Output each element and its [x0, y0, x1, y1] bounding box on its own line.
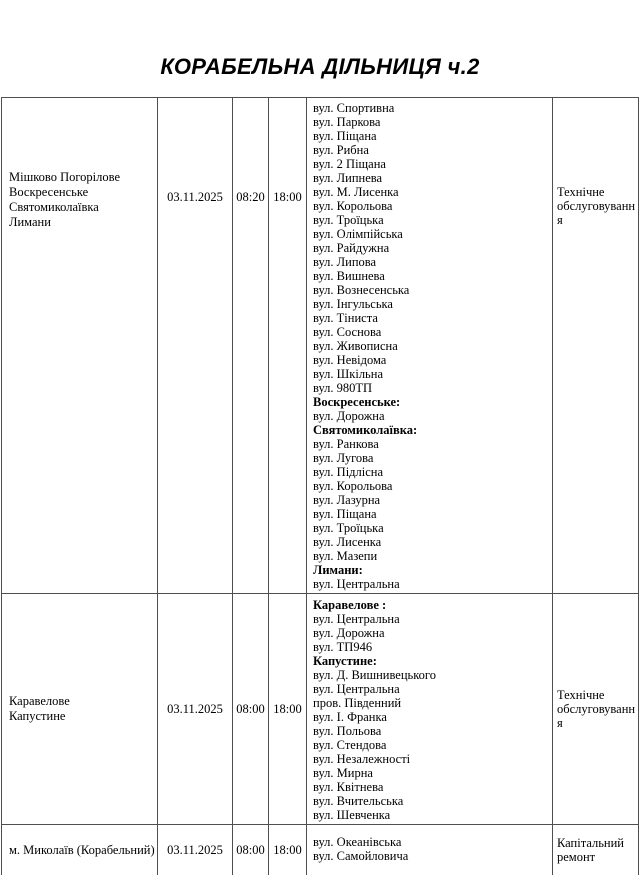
settlement-group-label: Воскресенське: [313, 395, 401, 409]
start-time-cell: 08:00 [233, 825, 269, 875]
street-item: вул. Центральна [313, 612, 400, 626]
street-item: вул. Соснова [313, 325, 382, 339]
settlement-group-label: Каравелове : [313, 598, 387, 612]
street-item: вул. Квітнева [313, 780, 384, 794]
date-cell: 03.11.2025 [158, 594, 233, 825]
street-item: вул. Невідома [313, 353, 387, 367]
street-item: вул. Рибна [313, 143, 369, 157]
streets-cell [307, 594, 553, 825]
street-item: вул. Паркова [313, 115, 381, 129]
street-item: вул. Мирна [313, 766, 373, 780]
work-type-cell: Технічне обслуговування [553, 594, 639, 825]
street-item: вул. Корольова [313, 479, 393, 493]
end-time-cell: 18:00 [269, 98, 307, 594]
table-row [2, 825, 639, 875]
end-time-cell: 18:00 [269, 825, 307, 875]
street-item: вул. Троїцька [313, 213, 384, 227]
location-cell [2, 98, 158, 594]
start-time-cell: 08:00 [233, 594, 269, 825]
street-item: вул. Ранкова [313, 437, 379, 451]
location-cell [2, 594, 158, 825]
settlement-group-label: Лимани: [313, 563, 363, 577]
street-item: вул. Дорожна [313, 409, 385, 423]
street-item: вул. Липнева [313, 171, 383, 185]
street-item: вул. Вознесенська [313, 283, 410, 297]
date-cell: 03.11.2025 [158, 825, 233, 875]
page-title: КОРАБЕЛЬНА ДІЛЬНИЦЯ ч.2 [160, 54, 480, 79]
street-item: вул. І. Франка [313, 710, 387, 724]
street-item: вул. Дорожна [313, 626, 385, 640]
work-type-cell: Технічне обслуговування [553, 98, 639, 594]
location-item: Воскресенське [9, 185, 89, 199]
street-item: вул. Стендова [313, 738, 387, 752]
street-item: вул. Шкільна [313, 367, 383, 381]
street-item: вул. Океанівська [313, 835, 402, 849]
street-item: вул. Троїцька [313, 521, 384, 535]
street-item: вул. Спортивна [313, 101, 395, 115]
street-item: вул. Вишнева [313, 269, 385, 283]
street-item: пров. Південний [313, 696, 402, 710]
street-item: вул. Інгульська [313, 297, 393, 311]
street-item: вул. Піщана [313, 129, 377, 143]
location-item: м. Миколаїв (Корабельний) [9, 842, 155, 857]
street-item: вул. Вчительська [313, 794, 404, 808]
street-item: вул. Центральна [313, 682, 400, 696]
date-cell: 03.11.2025 [158, 98, 233, 594]
start-time-cell: 08:20 [233, 98, 269, 594]
table-row [2, 594, 639, 825]
location-item: Каравелове [9, 694, 70, 708]
location-item: Святомиколаївка [9, 200, 99, 214]
street-item: вул. Райдужна [313, 241, 390, 255]
street-item: вул. Тіниста [313, 311, 378, 325]
streets-cell [307, 98, 553, 594]
street-item: вул. М. Лисенка [313, 185, 399, 199]
settlement-group-label: Капустине: [313, 654, 377, 668]
end-time-cell: 18:00 [269, 594, 307, 825]
street-item: вул. Лугова [313, 451, 374, 465]
location-item: Мішково Погорілове [9, 170, 121, 184]
location-cell [2, 825, 158, 875]
location-item: Лимани [9, 215, 51, 229]
outage-schedule-table [1, 97, 639, 875]
street-item: вул. 2 Піщана [313, 157, 386, 171]
street-item: вул. Центральна [313, 577, 400, 591]
street-item: вул. Самойловича [313, 849, 409, 863]
street-item: вул. Шевченка [313, 808, 391, 822]
street-item: вул. Незалежності [313, 752, 411, 766]
table-row [2, 98, 639, 594]
streets-cell [307, 825, 553, 875]
location-item: Капустине [9, 709, 66, 723]
street-item: вул. Живописна [313, 339, 398, 353]
street-item: вул. Піщана [313, 507, 377, 521]
settlement-group-label: Святомиколаївка: [313, 423, 418, 437]
street-item: вул. Мазепи [313, 549, 378, 563]
street-item: вул. Д. Вишнивецького [313, 668, 436, 682]
street-item: вул. ТП946 [313, 640, 373, 654]
street-item: вул. 980ТП [313, 381, 373, 395]
street-item: вул. Польова [313, 724, 382, 738]
street-item: вул. Липова [313, 255, 377, 269]
street-item: вул. Лазурна [313, 493, 381, 507]
street-item: вул. Корольова [313, 199, 393, 213]
street-item: вул. Лисенка [313, 535, 382, 549]
street-item: вул. Олімпійська [313, 227, 403, 241]
street-item: вул. Підлісна [313, 465, 384, 479]
work-type-cell: Капітальний ремонт [553, 825, 639, 875]
